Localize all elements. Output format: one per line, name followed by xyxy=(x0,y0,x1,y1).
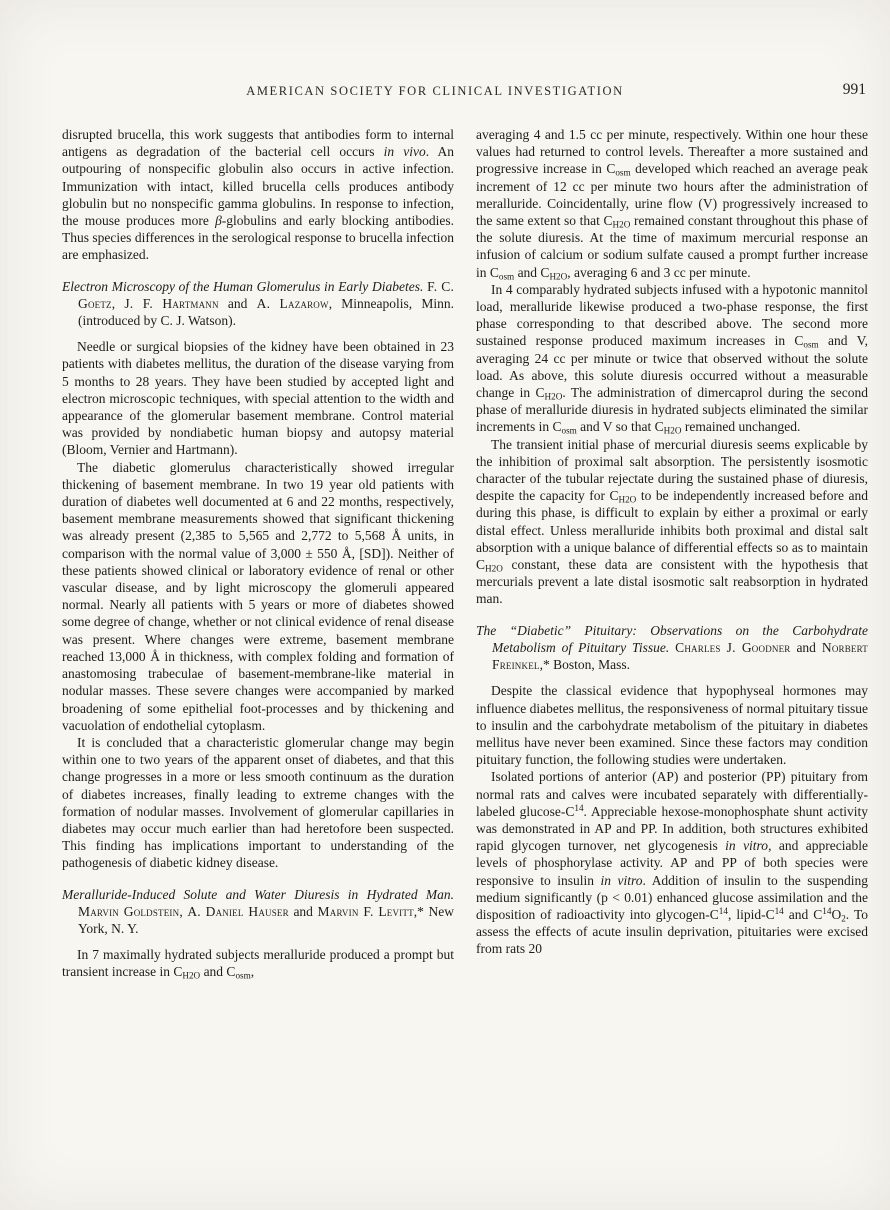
paragraph: Needle or surgical biopsies of the kidney have been obtained in 23 patients with diabetes mellitus, the duration of the disease varying from 5 months to 28 years. They have been studied by accepted light and electron microscopic techniques, with special attention to the width and appearance of the glomerular basement membrane. Control material was provided by nondiabetic human biopsy and autopsy material (Bloom, Vernier and Hartmann). xyxy=(62,339,454,458)
abstract-heading: Electron Microscopy of the Human Glomerulus in Early Diabetes. F. C. Goetz, J. F. Hartmann and A. Lazarow, Minneapolis, Minn. (introduced by C. J. Watson). xyxy=(62,278,455,329)
paragraph: The transient initial phase of mercurial diuresis seems explicable by the inhibition of proximal salt absorption. The persistently isosmotic character of the tubular rejectate during the sustained phase of diuresis, despite the capacity for $C_{H2O}$ to be independently increased before and during this phase, is difficult to explain by either a proximal or early distal effect. Unless meralluride inhibits both proximal and distal salt absorption with a unique balance of differential effects so as to maintain $C_{H2O}$ constant, these data are consistent with the hypothesis that mercurials prevent a late distal isosmotic salt reabsorption in hydrated man. xyxy=(476,436,868,607)
paragraph: Isolated portions of anterior (AP) and posterior (PP) pituitary from normal rats and calves were incubated separately with differentially-labeled glucose-$C^{14}$. Appreciable hexose-monophosphate shunt activity was demonstrated in AP and PP. In addition, both structures exhibited rapid glycogen turnover, net glycogenesis in vitro, and appreciable levels of phosphorylase activity. AP and PP of both species were responsive to insulin in vitro. Addition of insulin to the suspending medium significantly (p < 0.01) enhanced glucose assimilation and the disposition of radioactivity into glycogen-$C^{14}$, lipid-$C^{14}$ and $C^{14}O_2$. To assess the effects of acute insulin deprivation, pituitaries were excised from rats 20 xyxy=(476,769,868,957)
page-header xyxy=(62,81,868,106)
right-column xyxy=(476,126,868,981)
paragraph: Despite the classical evidence that hypophyseal hormones may influence diabetes mellitus, the responsiveness of normal pituitary tissue to insulin and the carbohydrate metabolism of the pituitary in diabetes mellitus have never been examined. Since these factors may condition pituitary function, the following studies were undertaken. xyxy=(476,683,868,768)
abstract-heading: The “Diabetic” Pituitary: Observations on the Carbohydrate Metabolism of Pituitary Tissue. Charles J. Goodner and Norbert Freinkel,* Boston, Mass. xyxy=(476,622,868,673)
paragraph: disrupted brucella, this work suggests that antibodies form to internal antigens as degradation of the bacterial cell occurs in vivo. An outpouring of nonspecific globulin also occurs in active infection. Immunization with intact, killed brucella cells produces antibody globulin but no nonspecific gamma globulins. In response to infection, the mouse produces more β-globulins and early blocking antibodies. Thus species differences in the serological response to brucella infection are emphasized. xyxy=(62,127,454,263)
page-content xyxy=(62,81,868,981)
paragraph: It is concluded that a characteristic glomerular change may begin within one to two years of the apparent onset of diabetes, and that this change progresses in a more or less smooth continuum as the duration of diabetes increases, finally leading to extreme changes with the formation of nodular masses. Involvement of glomerular capillaries in diabetes may occur much earlier than had heretofore been suspected. This finding has implications important to understanding of the pathogenesis of diabetic kidney disease. xyxy=(62,734,454,871)
two-column-text xyxy=(62,126,868,981)
page-number: 991 xyxy=(842,81,866,98)
paragraph: In 7 maximally hydrated subjects meralluride produced a prompt but transient increase in $C_{H2O}$ and $C_{osm}$, xyxy=(62,947,454,981)
paragraph: averaging 4 and 1.5 cc per minute, respectively. Within one hour these values had returned to control levels. Thereafter a more sustained and progressive increase in $C_{osm}$ developed which reached an average peak increment of 12 cc per minute two hours after the administration of meralluride. Coincidentally, urine flow (V) progressively increased to the same extent so that $C_{H2O}$ remained constant throughout this phase of the solute diuresis. At the time of maximum mercurial response an infusion of calcium or sodium sulfate caused a prompt further increase in $C_{osm}$ and $C_{H2O}$, averaging 6 and 3 cc per minute. xyxy=(476,127,868,282)
left-column xyxy=(62,126,454,981)
paragraph: In 4 comparably hydrated subjects infused with a hypotonic mannitol load, meralluride likewise produced a two-phase response, the first phase corresponding to that described above. The second more sustained response produced maximum increases in $C_{osm}$ and V, averaging 24 cc per minute or twice that observed without the solute load. As above, this solute diuresis occurred without a measurable change in $C_{H2O}$. The administration of dimercaprol during the second phase of meralluride diuresis in hydrated subjects eliminated the similar increments in $C_{osm}$ and V so that $C_{H2O}$ remained unchanged. xyxy=(476,281,868,437)
abstract-heading: Meralluride-Induced Solute and Water Diuresis in Hydrated Man. Marvin Goldstein, A. Daniel Hauser and Marvin F. Levitt,* New York, N. Y. xyxy=(62,886,454,936)
journal-title: AMERICAN SOCIETY FOR CLINICAL INVESTIGATION xyxy=(246,84,624,98)
paragraph: The diabetic glomerulus characteristically showed irregular thickening of basement membrane. In two 19 year old patients with duration of diabetes well documented at 6 and 22 months, respectively, basement membrane measurements showed that significant thickening was already present (2,385 to 5,565 and 2,772 to 5,568 Å units, in comparison with the normal value of 3,000 ± 550 Å, [SD]). Neither of these patients showed clinical or laboratory evidence of renal or other vascular disease, and by light microscopy the glomeruli appeared normal. Nearly all patients with 5 years or more of diabetes showed some degree of change, whether or not clinical evidence of renal disease was present. Where changes were extreme, basement membrane reached 13,000 Å in thickness, with complex folding and formation of anastomosing trabeculae of basement-membrane-like material in nodular masses. These severe changes were accompanied by marked broadening of some epithelial foot-processes and by thickening and vacuolation of endothelial cytoplasm. xyxy=(62,459,454,733)
